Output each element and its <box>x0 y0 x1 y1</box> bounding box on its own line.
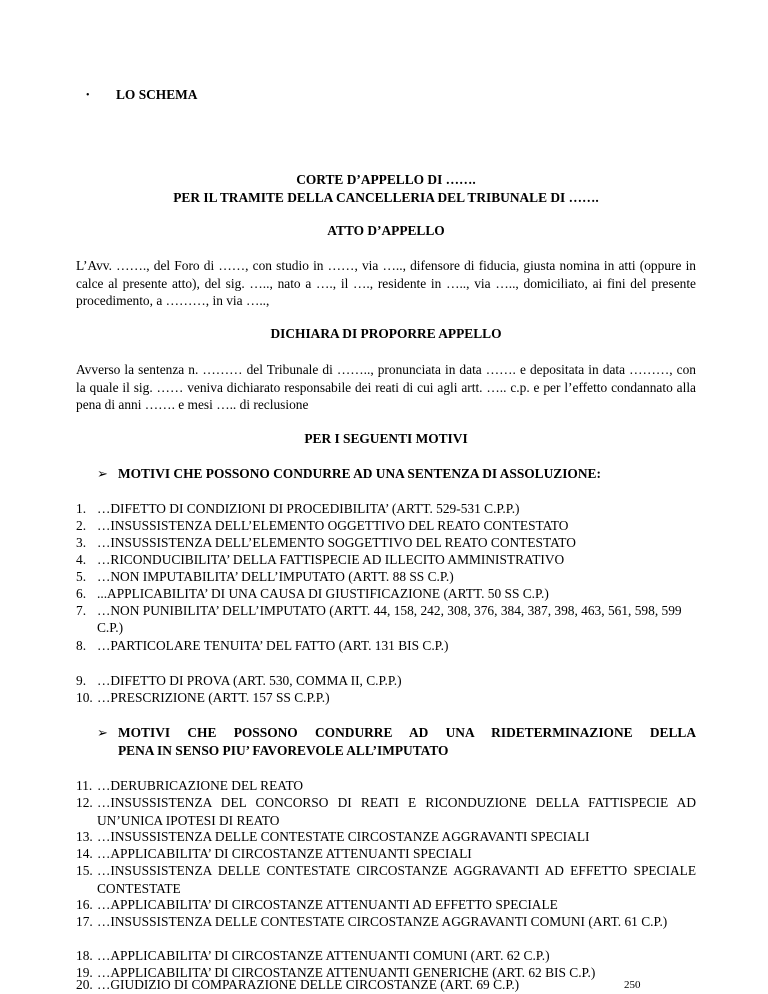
heading-bullet: • <box>86 90 90 101</box>
list-item-number: 9. <box>76 673 87 688</box>
arrow-icon: ➢ <box>97 466 108 481</box>
list-item-number: 4. <box>76 552 87 567</box>
list-item-text: …PARTICOLARE TENUITA’ DEL FATTO (ART. 131 BIS C.P.) <box>97 638 449 653</box>
section1-title: MOTIVI CHE POSSONO CONDURRE AD UNA SENTENZA DI ASSOLUZIONE: <box>118 466 601 481</box>
list-item-text: ...APPLICABILITA’ DI UNA CAUSA DI GIUSTIFICAZIONE (ARTT. 50 SS C.P.) <box>97 586 549 601</box>
list-item-number: 10. <box>76 690 93 705</box>
list-item-number: 19. <box>76 965 93 980</box>
list-item-text: …INSUSSISTENZA DELLE CONTESTATE CIRCOSTANZE AGGRAVANTI SPECIALI <box>97 829 590 844</box>
list-item-number: 15. <box>76 863 93 878</box>
section2-title-line-1: MOTIVI CHE POSSONO CONDURRE AD UNA RIDETERMINAZIONE DELLA <box>118 725 696 740</box>
list-item-number: 14. <box>76 846 93 861</box>
declares-title: DICHIARA DI PROPORRE APPELLO <box>270 326 502 341</box>
list-item-text: …APPLICABILITA’ DI CIRCOSTANZE ATTENUANTI SPECIALI <box>97 846 472 861</box>
list-item-number: 16. <box>76 897 93 912</box>
list-item-text: …DERUBRICAZIONE DEL REATO <box>97 778 304 793</box>
list-item-text: …NON IMPUTABILITA’ DELL’IMPUTATO (ARTT. 88 SS C.P.) <box>97 569 454 584</box>
list-item-text: …INSUSSISTENZA DELL’ELEMENTO OGGETTIVO DEL REATO CONTESTATO <box>97 518 569 533</box>
list-item-text: …NON PUNIBILITA’ DELL’IMPUTATO (ARTT. 44, 158, 242, 308, 376, 384, 387, 398, 463, 561, 598, 599 C.P.) <box>97 603 682 636</box>
list-item-number: 18. <box>76 948 93 963</box>
court-line-1: CORTE D’APPELLO DI ……. <box>296 172 476 187</box>
list-item-text: …INSUSSISTENZA DELL’ELEMENTO SOGGETTIVO DEL REATO CONTESTATO <box>97 535 576 550</box>
list-item-number: 11. <box>76 778 93 793</box>
list-item-number: 8. <box>76 638 87 653</box>
arrow-icon: ➢ <box>97 725 108 740</box>
list-item-text: …DIFETTO DI PROVA (ART. 530, COMMA II, C.P.P.) <box>97 673 402 688</box>
intro-paragraph: L’Avv. ……., del Foro di ……, con studio in ……, via ….., difensore di fiducia, giusta nomina in atti (oppure in calce al presente atto), del sig. ….., nato a …., il …., residente in ….., via ….., domiciliato, ai fini del presente procedimento, a ………, in via ….., <box>76 258 696 308</box>
list-item-number: 17. <box>76 914 93 929</box>
list-item-number: 13. <box>76 829 93 844</box>
list-item-number: 3. <box>76 535 87 550</box>
list-item-text: …APPLICABILITA’ DI CIRCOSTANZE ATTENUANTI AD EFFETTO SPECIALE <box>97 897 558 912</box>
list-item-number: 7. <box>76 603 87 618</box>
list-item-text: …INSUSSISTENZA DELLE CONTESTATE CIRCOSTANZE AGGRAVANTI COMUNI (ART. 61 C.P.) <box>97 914 668 929</box>
list-item-number: 1. <box>76 501 87 516</box>
list-item-number: 5. <box>76 569 87 584</box>
list-item-text: …PRESCRIZIONE (ARTT. 157 SS C.P.P.) <box>97 690 330 705</box>
act-title: ATTO D’APPELLO <box>327 223 445 238</box>
list-item-text: …INSUSSISTENZA DELLE CONTESTATE CIRCOSTANZE AGGRAVANTI AD EFFETTO SPECIALE CONTESTATE <box>97 863 696 896</box>
page-number: 250 <box>624 979 641 991</box>
list-item-text: …GIUDIZIO DI COMPARAZIONE DELLE CIRCOSTANZE (ART. 69 C.P.) <box>97 977 520 992</box>
list-item-number: 2. <box>76 518 87 533</box>
list-item-text: …APPLICABILITA’ DI CIRCOSTANZE ATTENUANTI COMUNI (ART. 62 C.P.) <box>97 948 550 963</box>
reasons-title: PER I SEGUENTI MOTIVI <box>304 431 468 446</box>
list-item-number: 12. <box>76 795 93 810</box>
list-item-number: 20. <box>76 977 93 992</box>
list-item-text: …INSUSSISTENZA DEL CONCORSO DI REATI E RICONDUZIONE DELLA FATTISPECIE AD UN’UNICA IPOTESI DI REATO <box>97 795 696 828</box>
heading: LO SCHEMA <box>116 87 198 102</box>
list-item-text: …DIFETTO DI CONDIZIONI DI PROCEDIBILITA’ (ARTT. 529-531 C.P.P.) <box>97 501 520 516</box>
list-item-text: …RICONDUCIBILITA’ DELLA FATTISPECIE AD ILLECITO AMMINISTRATIVO <box>97 552 565 567</box>
court-line-2: PER IL TRAMITE DELLA CANCELLERIA DEL TRIBUNALE DI ……. <box>173 190 599 205</box>
against-paragraph: Avverso la sentenza n. ……… del Tribunale di …….., pronunciata in data ……. e depositata in data ………, con la quale il sig. …… veniva dichiarato responsabile dei reati di cui agli artt. ….. c.p. e per l’effetto condannato alla pena di anni ……. e mesi ….. di reclusione <box>76 362 696 412</box>
section2-title-line-2: PENA IN SENSO PIU’ FAVOREVOLE ALL’IMPUTATO <box>118 743 449 758</box>
list-item-number: 6. <box>76 586 87 601</box>
list-item-text: …APPLICABILITA’ DI CIRCOSTANZE ATTENUANTI GENERICHE (ART. 62 BIS C.P.) <box>97 965 596 980</box>
